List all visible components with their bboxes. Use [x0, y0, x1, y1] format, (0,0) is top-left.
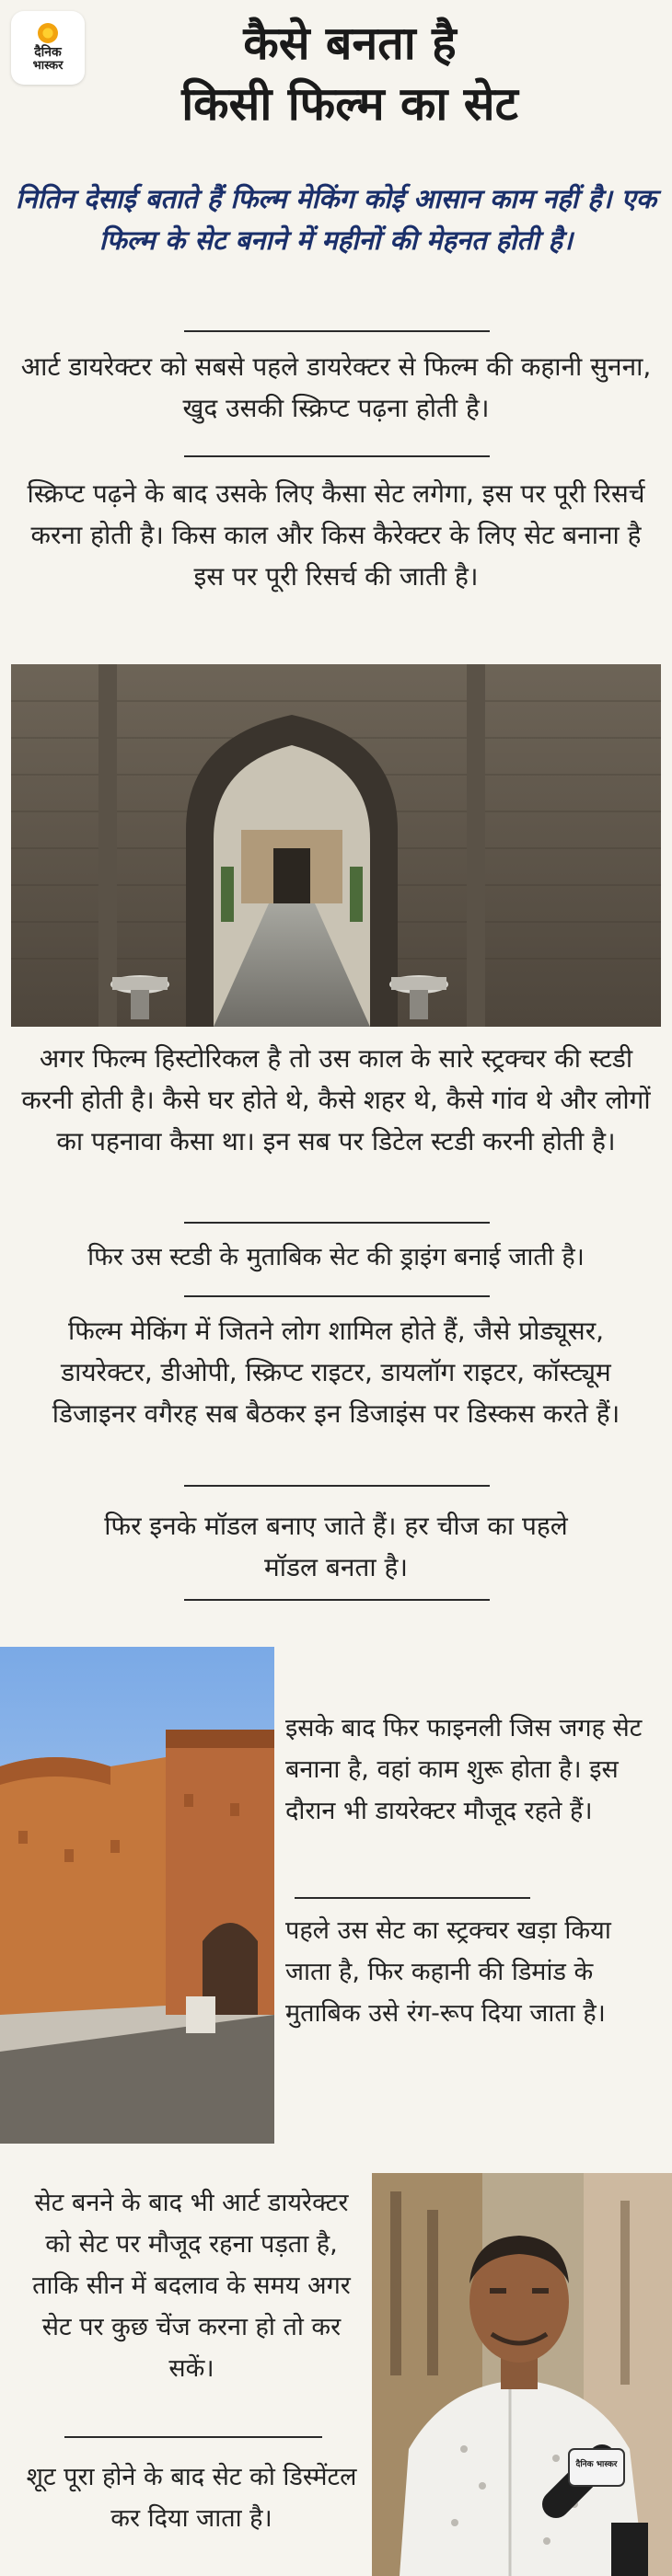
divider: [295, 1897, 530, 1899]
paragraph-7: इसके बाद फिर फाइनली जिस जगह सेट बनाना है, वहां काम शुरू होता है। इस दौरान भी डायरेक्टर मौजूद रहते हैं।: [285, 1714, 643, 1825]
paragraph-1: आर्ट डायरेक्टर को सबसे पहले डायरेक्टर से फिल्म की कहानी सुनना, खुद उसकी स्क्रिप्ट पढ़ना होती है।: [20, 351, 652, 423]
fort-arch-photo: [11, 664, 661, 1027]
divider: [184, 455, 490, 457]
paragraph-9: सेट बनने के बाद भी आर्ट डायरेक्टर को सेट पर मौजूद रहना पड़ता है, ताकि सीन में बदलाव के समय अगर सेट पर कुछ चेंज करना हो तो कर सकें।: [32, 2189, 351, 2383]
brand-logo: [11, 11, 85, 85]
mic-label: दैनिक भास्कर: [575, 2460, 618, 2469]
divider: [184, 1295, 490, 1297]
paragraph-4: फिर उस स्टडी के मुताबिक सेट की ड्राइंग बनाई जाती है।: [87, 1243, 585, 1271]
sun-icon: [38, 23, 58, 43]
page-title: [92, 13, 608, 134]
paragraph-2: स्क्रिप्ट पढ़ने के बाद उसके लिए कैसा सेट लगेगा, इस पर पूरी रिसर्च करना होती है। किस काल और किस कैरेक्टर के लिए सेट बनाना है इस पर पूरी रिसर्च की जाती है।: [27, 478, 645, 592]
title-line2: किसी फिल्म का सेट: [181, 77, 518, 131]
fort-arch-illustration: [11, 664, 661, 1027]
paragraph-8: पहले उस सेट का स्ट्रक्चर खड़ा किया जाता है, फिर कहानी की डिमांड के मुताबिक उसे रंग-रूप दिया जाता है।: [285, 1916, 611, 2028]
brand-line1: दैनिक: [34, 45, 62, 60]
fort-wall-illustration: [0, 1647, 274, 2144]
interview-illustration: [372, 2173, 672, 2576]
divider: [184, 1222, 490, 1224]
fort-wall-photo: [0, 1647, 274, 2144]
title-line1: कैसे बनता है: [243, 17, 457, 70]
intro-text: नितिन देसाई बताते हैं फिल्म मेकिंग कोई आसान काम नहीं है। एक फिल्म के सेट बनाने में महीनों की मेहनत होती है।: [15, 183, 657, 256]
divider: [184, 1599, 490, 1601]
paragraph-3: अगर फिल्म हिस्टोरिकल है तो उस काल के सारे स्ट्रक्चर की स्टडी करनी होती है। कैसे घर होते थे, कैसे शहर थे, कैसे गांव थे और लोगों का पहनावा कैसा था। इन सब पर डिटेल स्टडी करनी होती है।: [21, 1043, 651, 1156]
paragraph-6: फिर इनके मॉडल बनाए जाते हैं। हर चीज का पहले मॉडल बनता है।: [104, 1511, 568, 1582]
interview-photo: [372, 2173, 672, 2576]
paragraph-5: फिल्म मेकिंग में जितने लोग शामिल होते हैं, जैसे प्रोड्यूसर, डायरेक्टर, डीओपी, स्क्रिप्ट राइटर, डायलॉग राइटर, कॉस्ट्यूम डिजाइनर वगैरह सब बैठकर इन डिजाइंस पर डिस्कस करते हैं।: [52, 1316, 620, 1429]
paragraph-10: शूट पूरा होने के बाद सेट को डिस्मेंटल कर दिया जाता है।: [26, 2463, 357, 2533]
divider: [184, 330, 490, 332]
brand-line2: भास्कर: [32, 59, 64, 73]
divider: [184, 1485, 490, 1487]
divider: [64, 2436, 322, 2438]
